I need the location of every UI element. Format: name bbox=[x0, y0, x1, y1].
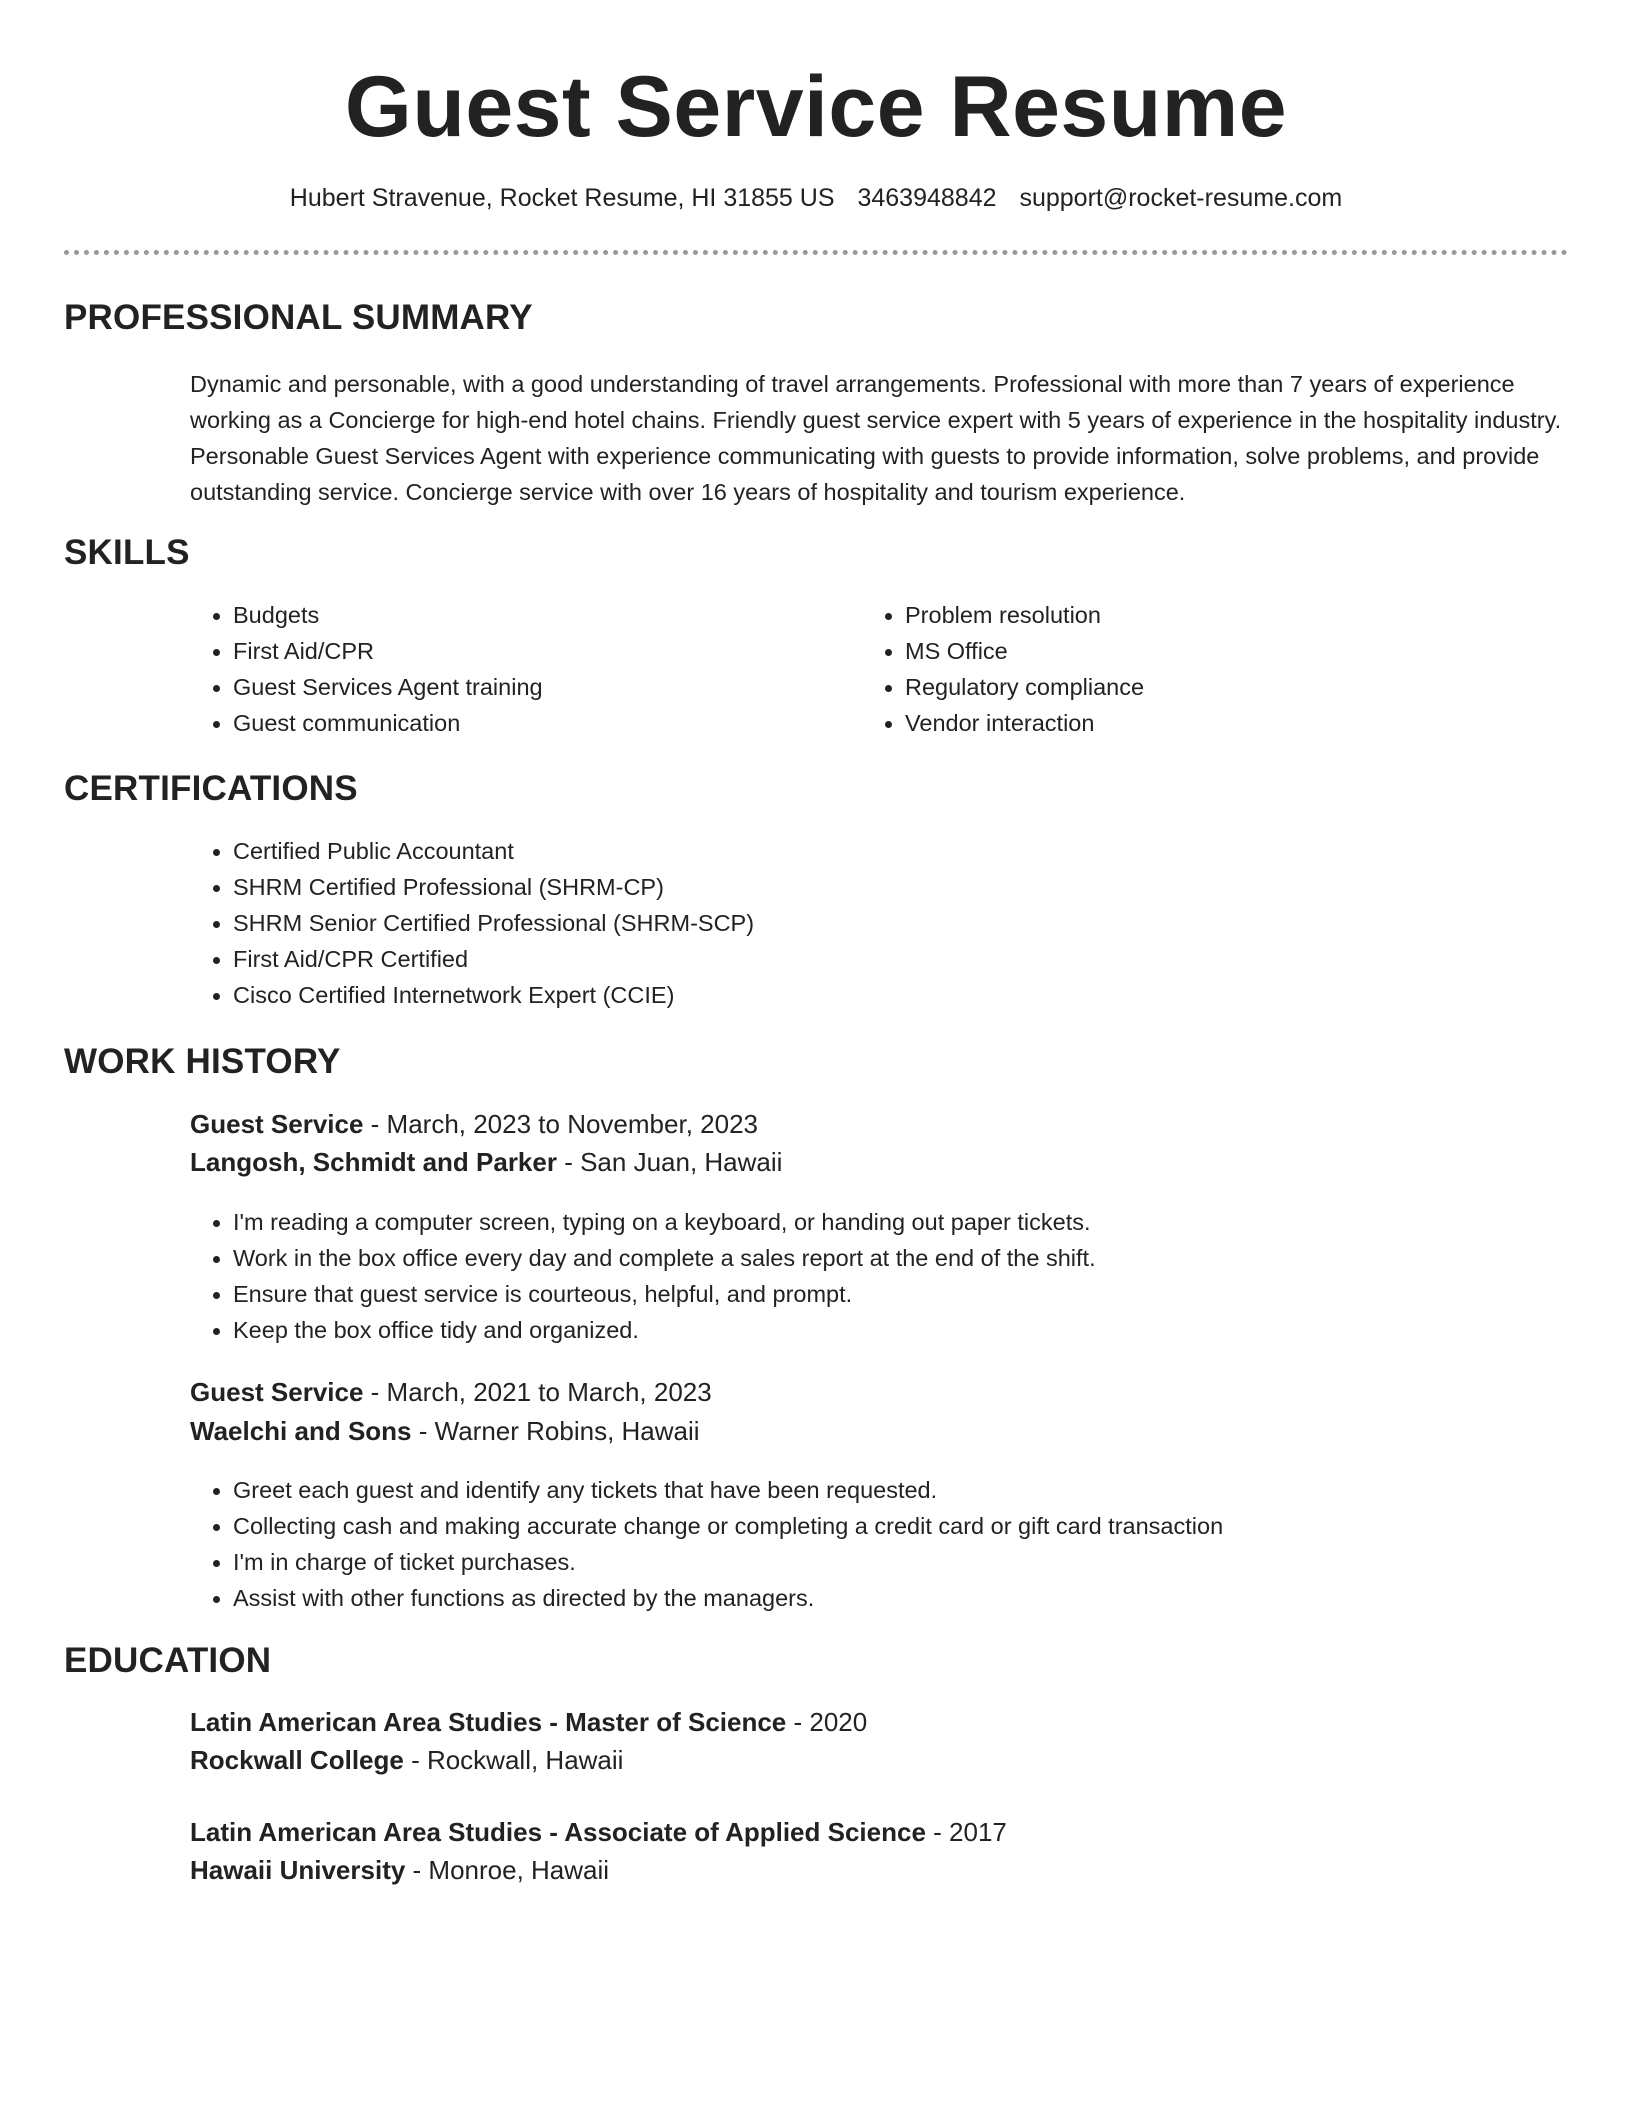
skill-item: • First Aid/CPR bbox=[233, 633, 853, 669]
skill-item: • Regulatory compliance bbox=[905, 669, 1525, 705]
certification-item: • First Aid/CPR Certified bbox=[233, 941, 1533, 977]
education-degree-line bbox=[190, 1814, 1007, 1850]
education-degree: Latin American Area Studies - Master of Science bbox=[190, 1707, 787, 1737]
skill-item: • MS Office bbox=[905, 633, 1525, 669]
skill-item: • Budgets bbox=[233, 597, 853, 633]
job-title-line bbox=[190, 1374, 712, 1410]
education-school-line bbox=[190, 1742, 623, 1778]
job-title-line bbox=[190, 1106, 758, 1142]
job-duty: • I'm reading a computer screen, typing on a keyboard, or handing out paper tickets. bbox=[233, 1204, 1613, 1240]
education-school: Hawaii University bbox=[190, 1855, 406, 1885]
work-history-heading: WORK HISTORY bbox=[64, 1042, 341, 1081]
job-duty: • Greet each guest and identify any tickets that have been requested. bbox=[233, 1472, 1613, 1508]
job-duty: • Ensure that guest service is courteous, helpful, and prompt. bbox=[233, 1276, 1613, 1312]
contact-email: support@rocket-resume.com bbox=[1019, 184, 1343, 212]
education-year: - 2020 bbox=[786, 1707, 868, 1737]
certification-item: • Cisco Certified Internetwork Expert (CCIE) bbox=[233, 977, 1533, 1013]
education-location: - Monroe, Hawaii bbox=[405, 1855, 610, 1885]
education-school: Rockwall College bbox=[190, 1745, 404, 1775]
certification-item: • Certified Public Accountant bbox=[233, 833, 1533, 869]
contact-phone: 3463948842 bbox=[857, 184, 997, 212]
job-company: Waelchi and Sons bbox=[190, 1416, 412, 1446]
job-duties-list bbox=[190, 1204, 1613, 1348]
resume-title: Guest Service Resume bbox=[344, 59, 1288, 155]
education-degree: Latin American Area Studies - Associate of Applied Science bbox=[190, 1817, 926, 1847]
job-company-line bbox=[190, 1413, 700, 1449]
job-duty: • Collecting cash and making accurate change or completing a credit card or gift card transaction bbox=[233, 1508, 1613, 1544]
education-heading: EDUCATION bbox=[64, 1641, 272, 1680]
education-location: - Rockwall, Hawaii bbox=[403, 1745, 624, 1775]
skill-item: • Guest Services Agent training bbox=[233, 669, 853, 705]
skill-item: • Vendor interaction bbox=[905, 705, 1525, 741]
job-location: - Warner Robins, Hawaii bbox=[411, 1416, 700, 1446]
skills-list-left bbox=[190, 597, 853, 741]
summary-heading: PROFESSIONAL SUMMARY bbox=[64, 298, 533, 337]
job-duty: • Keep the box office tidy and organized. bbox=[233, 1312, 1613, 1348]
job-duty: • Work in the box office every day and complete a sales report at the end of the shift. bbox=[233, 1240, 1613, 1276]
job-duty: • Assist with other functions as directed by the managers. bbox=[233, 1580, 1613, 1616]
job-duty: • I'm in charge of ticket purchases. bbox=[233, 1544, 1613, 1580]
job-company: Langosh, Schmidt and Parker bbox=[190, 1147, 557, 1177]
skill-item: • Guest communication bbox=[233, 705, 853, 741]
certification-item: • SHRM Certified Professional (SHRM-CP) bbox=[233, 869, 1533, 905]
education-degree-line bbox=[190, 1704, 867, 1740]
certification-item: • SHRM Senior Certified Professional (SHRM-SCP) bbox=[233, 905, 1533, 941]
skill-item: • Problem resolution bbox=[905, 597, 1525, 633]
summary-text: Dynamic and personable, with a good understanding of travel arrangements. Professional with more than 7 years of experience working as a Concierge for high-end hotel chains. Friendly guest service expert with 5 years of experience in the hospitality industry. Personable Guest Services Agent with experience communicating with guests to provide information, solve problems, and provide outstanding service. Concierge service with over 16 years of hospitality and tourism experience. bbox=[190, 371, 1562, 505]
certifications-list bbox=[190, 833, 1533, 1013]
education-year: - 2017 bbox=[925, 1817, 1007, 1847]
certifications-heading: CERTIFICATIONS bbox=[64, 769, 358, 808]
skills-list-right bbox=[862, 597, 1525, 741]
header-divider bbox=[64, 250, 1568, 255]
job-dates: - March, 2021 to March, 2023 bbox=[363, 1377, 712, 1407]
job-title: Guest Service bbox=[190, 1377, 364, 1407]
job-dates: - March, 2023 to November, 2023 bbox=[363, 1109, 758, 1139]
job-duties-list bbox=[190, 1472, 1613, 1616]
education-school-line bbox=[190, 1852, 609, 1888]
job-company-line bbox=[190, 1144, 782, 1180]
contact-line bbox=[0, 180, 1632, 216]
contact-address: Hubert Stravenue, Rocket Resume, HI 31855 US bbox=[289, 184, 835, 212]
job-title: Guest Service bbox=[190, 1109, 364, 1139]
job-location: - San Juan, Hawaii bbox=[556, 1147, 783, 1177]
skills-heading: SKILLS bbox=[64, 533, 190, 572]
